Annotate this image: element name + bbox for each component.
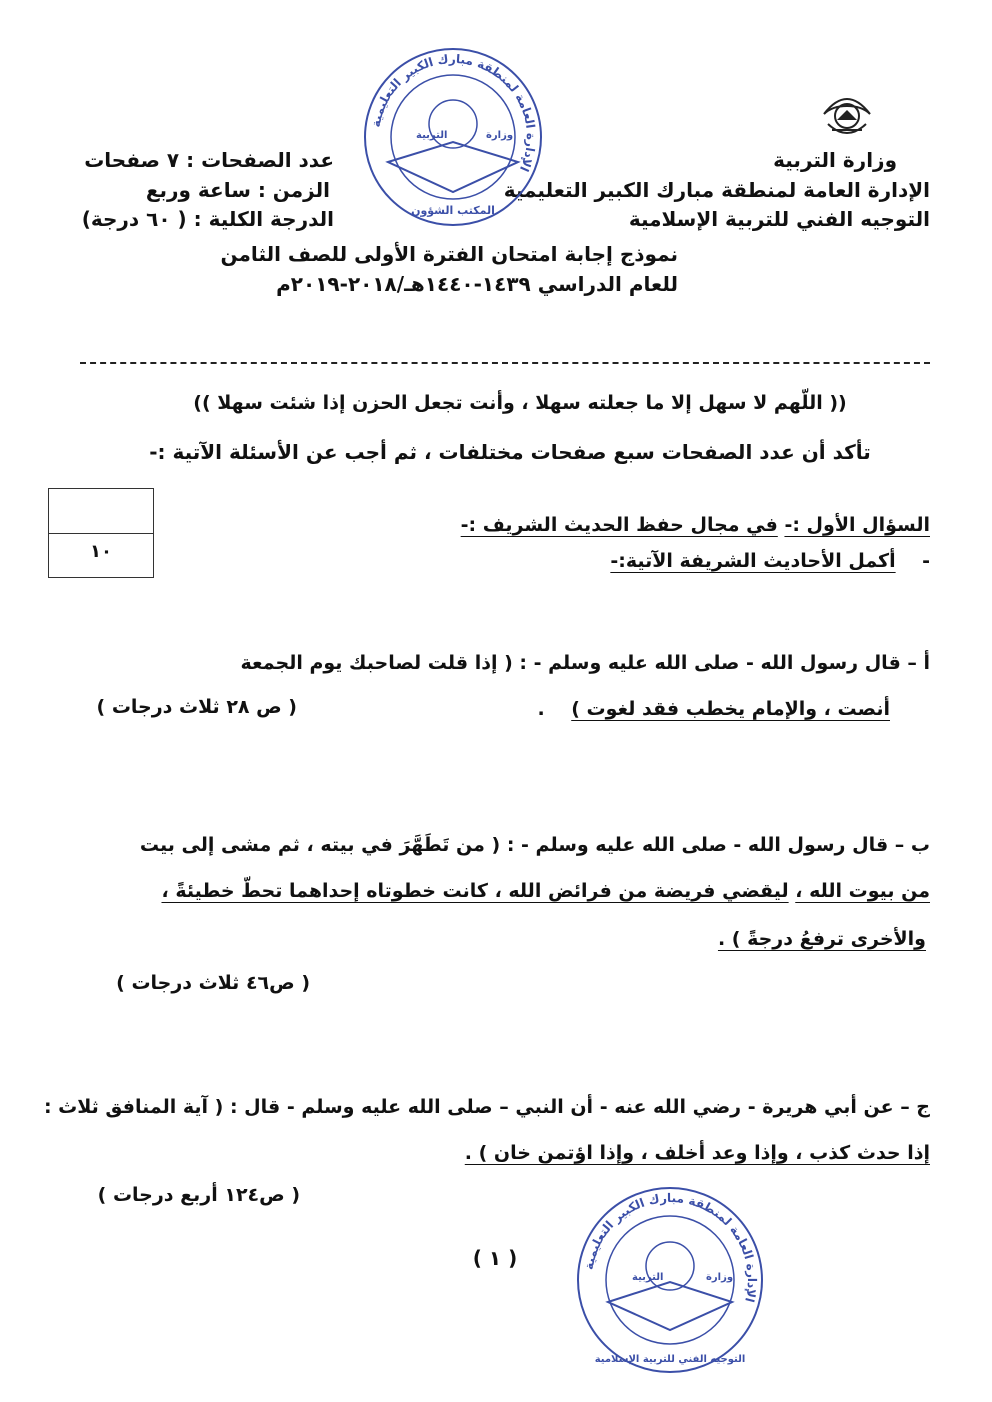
hadith-b-line3 [718, 928, 926, 950]
hadith-b-line2 [161, 880, 930, 902]
question1-task-prefix: - [922, 550, 930, 572]
question1-task [610, 550, 930, 572]
pages-count: عدد الصفحات : ٧ صفحات [84, 148, 334, 172]
hadith-b-line2-prefix: من بيوت الله ، [795, 880, 930, 902]
emblem-icon [818, 88, 876, 142]
exam-duration: الزمن : ساعة وربع [145, 178, 330, 202]
total-grade: الدرجة الكلية : ( ٦٠ درجة) [81, 207, 334, 231]
directorate-name: الإدارة العامة لمنطقة مبارك الكبير التعليمية [503, 178, 930, 202]
question1-field: في مجال حفظ الحديث الشريف :- [460, 514, 778, 536]
official-stamp-bottom [570, 1180, 770, 1380]
question1-heading [461, 514, 930, 536]
score-box [48, 488, 154, 578]
hadith-b-line1: ب – قال رسول الله - صلى الله عليه وسلم - : ( من تَطَهَّرَ في بيته ، ثم مشى إلى بيت [139, 834, 930, 856]
supervision-name: التوجيه الفني للتربية الإسلامية [628, 207, 930, 231]
question1-task-text: أكمل الأحاديث الشريفة الآتية:- [610, 550, 896, 572]
stamp-bottom-bottom-text: التوجيه الفني للتربية الإسلامية [594, 1354, 746, 1365]
hadith-c-line1: ج – عن أبي هريرة - رضي الله عنه - أن النبي – صلى الله عليه وسلم - قال : ( آية المنافق ثلاث : [43, 1096, 930, 1118]
exam-title: نموذج إجابة امتحان الفترة الأولى للصف الثامن [220, 242, 678, 266]
hadith-b-line2-answer: ليقضي فريضة من فرائض الله ، كانت خطوتاه إحداهما تحطّ خطيئةً ، [161, 880, 789, 902]
stamp-top-ring-text: الإدارة العامة لمنطقة مبارك الكبير التعليمية [368, 51, 539, 174]
hadith-a-answer: أنصت ، والإمام يخطب فقد لغوت ) [571, 698, 890, 720]
exam-instruction: تأكد أن عدد الصفحات سبع صفحات مختلفات ، ثم أجب عن الأسئلة الآتية :- [149, 440, 871, 464]
page-number: ( ١ ) [472, 1246, 518, 1270]
stamp-bottom-left-text: وزارة [706, 1272, 734, 1283]
stamp-bottom-center-text: التربية [632, 1272, 664, 1283]
question1-score: ١٠ [90, 541, 112, 562]
opening-prayer: (( اللّهم لا سهل إلا ما جعلته سهلا ، وأنت تجعل الحزن إذا شئت سهلا )) [193, 392, 847, 414]
hadith-c-line2-text: إذا حدث كذب ، وإذا وعد أخلف ، وإذا اؤتمن خان ) . [464, 1142, 930, 1164]
ministry-name: وزارة التربية [773, 148, 897, 172]
hadith-c-reference: ( ص١٢٤ أربع درجات ) [97, 1184, 300, 1206]
hadith-b-reference: ( ص٤٦ ثلاث درجات ) [116, 972, 310, 994]
hadith-a-end: . [537, 698, 545, 720]
separator-line [80, 362, 930, 364]
stamp-top-bottom-text: المكتب الشؤون [411, 204, 495, 217]
hadith-c-line2 [465, 1142, 930, 1164]
question1-label: السؤال الأول :- [784, 514, 930, 536]
official-stamp-top [358, 42, 548, 232]
stamp-top-center-text: التربية [416, 130, 448, 141]
stamp-top-left-text: وزارة [486, 130, 514, 141]
hadith-a-reference: ( ص ٢٨ ثلاث درجات ) [96, 696, 297, 718]
hadith-b-line3-text: والأخرى ترفعُ درجةً ) . [717, 928, 926, 950]
stamp-bottom-ring-text: الإدارة العامة لمنطقة مبارك الكبير التعليمية [581, 1190, 760, 1304]
academic-year: للعام الدراسي ١٤٣٩-١٤٤٠هـ/٢٠١٨-٢٠١٩م [276, 272, 678, 296]
hadith-a-line2 [538, 698, 890, 720]
hadith-a-line1: أ – قال رسول الله - صلى الله عليه وسلم - : ( إذا قلت لصاحبك يوم الجمعة [240, 652, 930, 674]
